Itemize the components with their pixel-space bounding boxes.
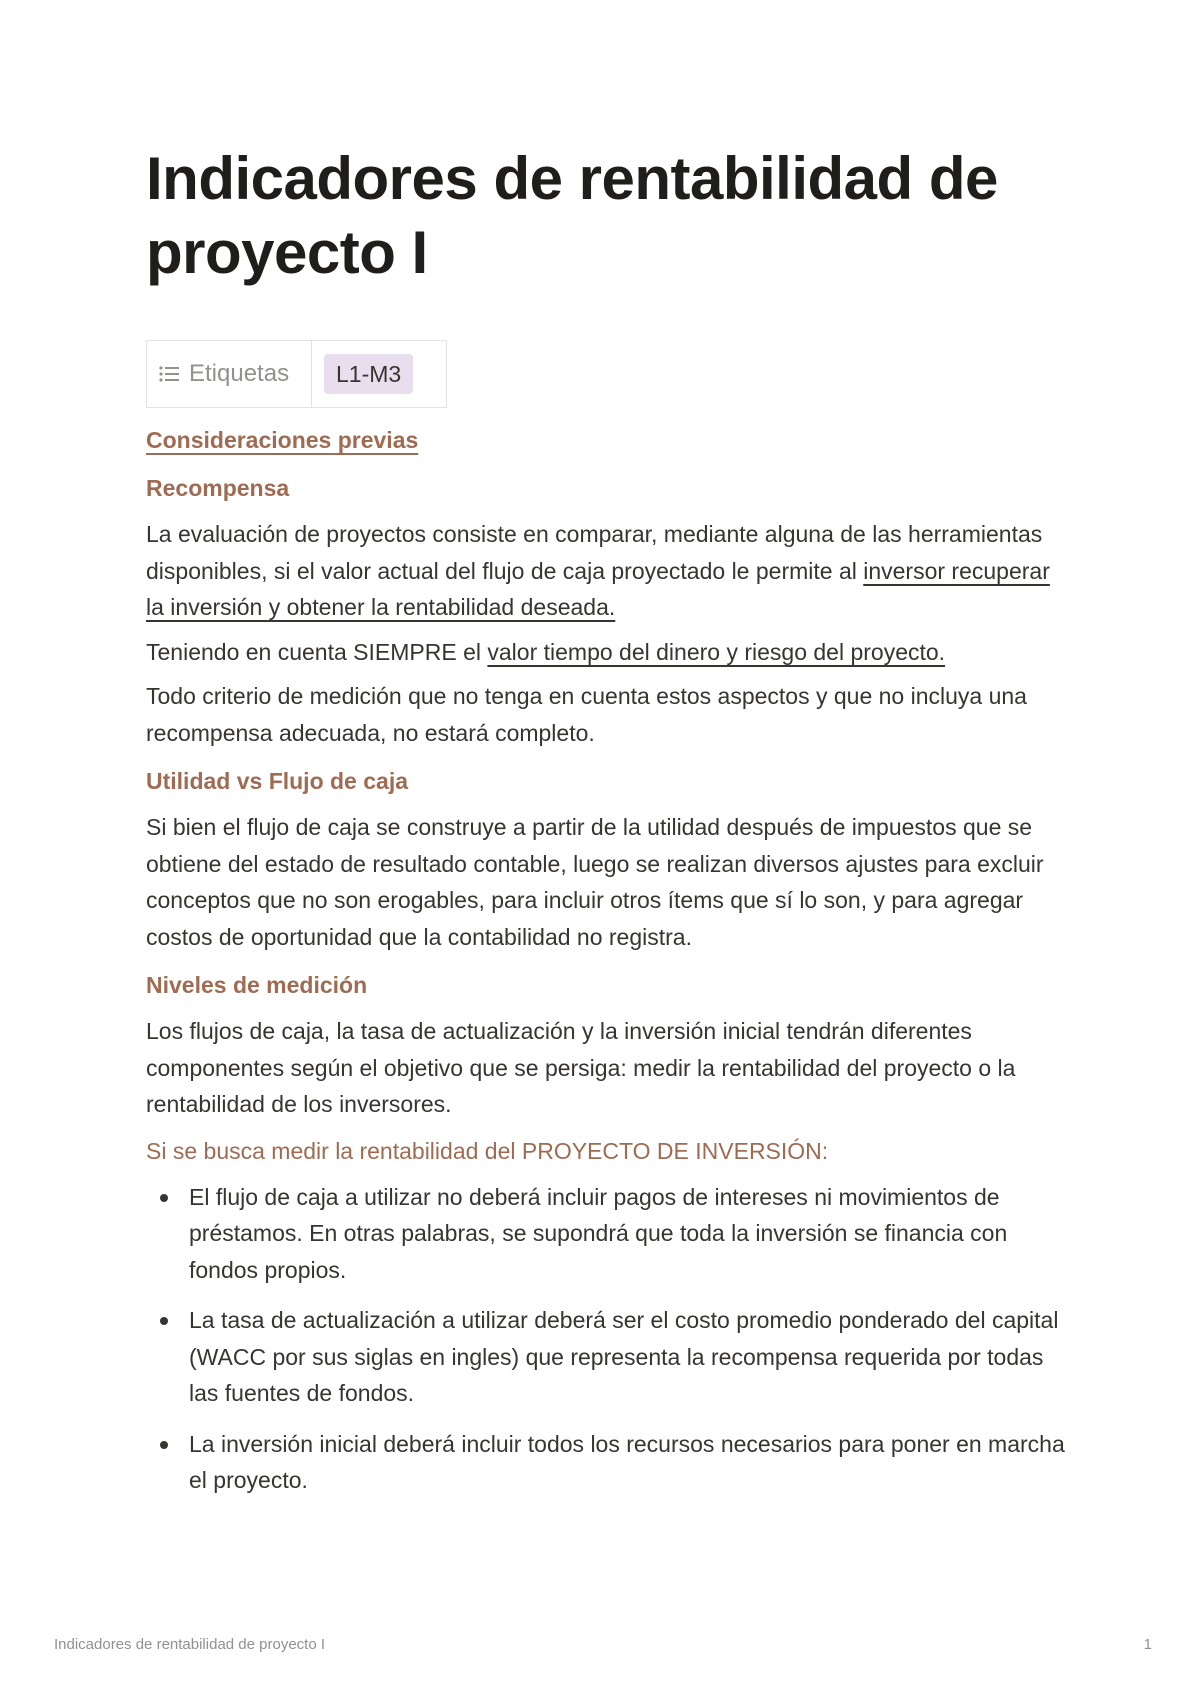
property-value[interactable] [312,341,446,407]
paragraph-siempre [146,634,1066,671]
bullet-icon [160,1194,168,1202]
underlined-text: valor tiempo del dinero y riesgo del proyecto. [487,638,946,665]
tag-badge[interactable]: L1-M3 [324,354,413,394]
footer-page-number: 1 [1143,1636,1152,1653]
paragraph-flujo-caja: Si bien el flujo de caja se construye a partir de la utilidad después de impuestos que se obtiene del estado de resultado contable, luego se realizan diversos ajustes para excluir conceptos que no son erogables, para incluir otros ítems que sí lo son, y para agregar costos de oportunidad que la contabilidad no registra. [146,814,1044,950]
properties-table [146,340,447,408]
bullet-icon [160,1441,168,1449]
footer-title: Indicadores de rentabilidad de proyecto I [54,1636,326,1653]
heading-recompensa: Recompensa [146,475,290,501]
list-icon [159,366,179,382]
property-label: Etiquetas [189,360,290,387]
paragraph-text: Teniendo en cuenta SIEMPRE el [146,638,488,665]
page-title: Indicadores de rentabilidad de proyecto I [146,145,998,286]
paragraph-niveles: Los flujos de caja, la tasa de actualización y la inversión inicial tendrán diferentes componentes según el objetivo que se persiga: medir la rentabilidad del proyecto o la rentabilidad de los inversores. [146,1018,1016,1117]
list-item [146,1426,1066,1499]
list-item [146,1302,1066,1412]
consideraciones-link[interactable]: Consideraciones previas [146,427,419,453]
heading-utilidad-flujo: Utilidad vs Flujo de caja [146,768,409,794]
paragraph-text: La evaluación de proyectos consiste en comparar, mediante alguna de las herramientas disponibles, si el valor actual del flujo de caja proyectado le permite al [146,521,1043,584]
paragraph-criterio: Todo criterio de medición que no tenga en cuenta estos aspectos y que no incluya una recompensa adecuada, no estará completo. [146,683,1027,746]
list-item-text: La tasa de actualización a utilizar deberá ser el costo promedio ponderado del capital (WACC por sus siglas en ingles) que representa la recompensa requerida por todas las fuentes de fondos. [189,1307,1059,1406]
property-name-etiquetas [147,341,312,407]
list-item-text: La inversión inicial deberá incluir todos los recursos necesarios para poner en marcha el proyecto. [189,1430,1065,1493]
heading-niveles-medicion: Niveles de medición [146,972,368,998]
underlined-text: inversor recuperar la inversión y obtener la rentabilidad deseada. [146,557,1050,620]
bullet-list [146,1179,1066,1499]
list-item [146,1179,1066,1289]
list-item-text: El flujo de caja a utilizar no deberá incluir pagos de intereses ni movimientos de préstamos. En otras palabras, se supondrá que toda la inversión se financia con fondos propios. [189,1183,1008,1283]
bullet-icon [160,1317,168,1325]
colored-subheading: Si se busca medir la rentabilidad del PROYECTO DE INVERSIÓN: [146,1137,829,1164]
paragraph-evaluacion [146,516,1066,626]
document-body [146,422,1066,1513]
